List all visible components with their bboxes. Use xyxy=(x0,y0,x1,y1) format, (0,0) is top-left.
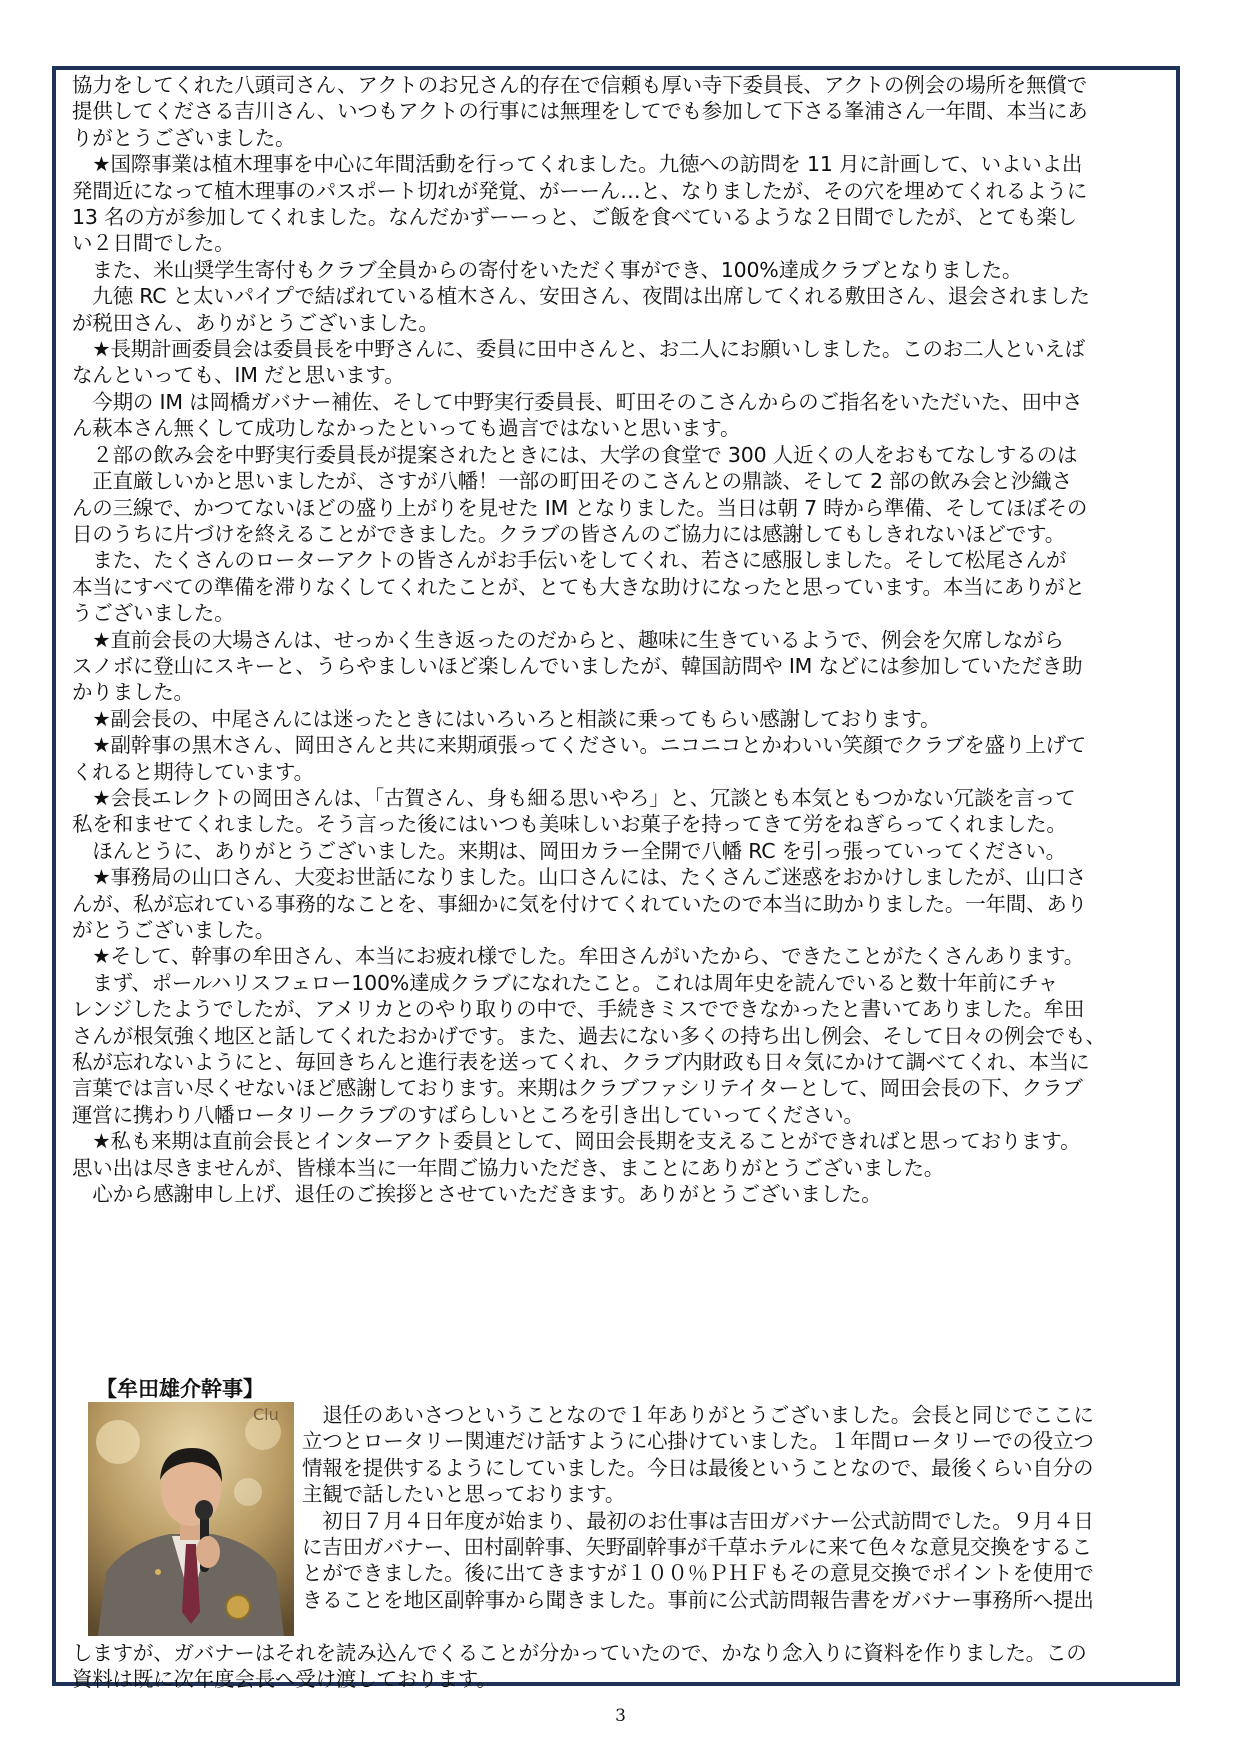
body-text-line: 私を和ませてくれました。そう言った後にはいつも美味しいお菓子を持ってきて労をねぎらってくれました。 xyxy=(72,812,1067,837)
section2-text-line: しますが、ガバナーはそれを読み込んでくることが分かっていたので、かなり念入りに資料を作りました。この xyxy=(72,1641,1087,1665)
body-text-line: ★長期計画委員会は委員長を中野さんに、委員に田中さんと、お二人にお願いしました。このお二人といえば xyxy=(72,337,1085,362)
section2-text-line: とができました。後に出てきますが１００％ＰＨＦもその意見交換でポイントを使用で xyxy=(302,1561,1094,1586)
section2-text-line: 退任のあいさつということなので１年ありがとうございました。会長と同じでここに xyxy=(302,1403,1094,1427)
body-text-line: ★事務局の山口さん、大変お世話になりました。山口さんには、たくさんご迷惑をおかけしましたが、山口さ xyxy=(72,865,1087,890)
section2-text-line: に吉田ガバナー、田村副幹事、矢野副幹事が千草ホテルに来て色々な意見交換をするこ xyxy=(302,1535,1092,1560)
body-text-line: 正直厳しいかと思いましたが、さすが八幡！一部の町田そのこさんとの鼎談、そして 2 部の飲み会と沙織さ xyxy=(72,469,1072,494)
speaker-photo-illustration xyxy=(88,1402,294,1636)
section2-text-line: 資料は既に次年度会長へ受け渡しております。 xyxy=(72,1667,497,1692)
body-text-line: レンジしたようでしたが、アメリカとのやり取りの中で、手続きミスでできなかったと書いてありました。牟田 xyxy=(72,997,1085,1022)
body-text-line: かりました。 xyxy=(72,680,194,705)
section-heading: 【牟田雄介幹事】 xyxy=(96,1377,264,1401)
body-text-line: 私が忘れないようにと、毎回きちんと進行表を送ってくれ、クラブ内財政も日々気にかけて調べてくれ、本当に xyxy=(72,1050,1090,1075)
body-text-line: 九徳 RC と太いパイプで結ばれている植木さん、安田さん、夜間は出席してくれる敷田さん、退会されました xyxy=(72,284,1090,309)
body-text-line: ★国際事業は植木理事を中心に年間活動を行ってくれました。九徳への訪問を 11 月に計画して、いよいよ出 xyxy=(72,152,1083,177)
body-text-line: い２日間でした。 xyxy=(72,231,235,256)
body-text-line: 言葉では言い尽くせないほど感謝しております。来期はクラブファシリテイターとして、岡田会長の下、クラブ xyxy=(72,1076,1083,1101)
section2-text-below-photo xyxy=(72,1640,1172,1693)
body-text-line: くれると期待しています。 xyxy=(72,759,314,784)
body-text-line: 発間近になって植木理事のパスポート切れが発覚、がーーん…と、なりましたが、その穴を埋めてくれるように xyxy=(72,178,1087,203)
section2-text-line: 立つとロータリー関連だけ話すように心掛けていました。１年間ロータリーでの役立つ xyxy=(302,1429,1094,1454)
speaker-photo xyxy=(88,1402,294,1636)
section2-text-line: 情報を提供するようにしていました。今日は最後ということなので、最後くらい自分の xyxy=(302,1455,1094,1480)
body-text-line: 13 名の方が参加してくれました。なんだかずーーっと、ご飯を食べているような２日間でしたが、とても楽し xyxy=(72,205,1077,230)
body-text-line: さんが根気強く地区と話してくれたおかげです。また、過去にない多くの持ち出し例会、そして日々の例会でも、 xyxy=(72,1023,1106,1048)
body-text-line: ★私も来期は直前会長とインターアクト委員として、岡田会長期を支えることができればと思っております。 xyxy=(72,1129,1081,1154)
section2-text-line: 主観で話したいと思っております。 xyxy=(302,1482,626,1507)
body-text-line: うございました。 xyxy=(72,601,235,626)
body-text-line: ２部の飲み会を中野実行委員長が提案されたときには、大学の食堂で 300 人近くの人をおもてなしするのは xyxy=(72,442,1078,467)
body-text-line: ん萩本さん無くして成功しなかったといっても過言ではないと思います。 xyxy=(72,416,741,441)
svg-text:Clu: Clu xyxy=(253,1405,279,1424)
body-text-line: ★直前会長の大場さんは、せっかく生き返ったのだからと、趣味に生きているようで、例会を欠席しながら xyxy=(72,627,1064,652)
section2-text-beside-photo xyxy=(302,1402,1174,1613)
body-text-line: ★副幹事の黒木さん、岡田さんと共に来期頑張ってください。ニコニコとかわいい笑顔でクラブを盛り上げて xyxy=(72,733,1087,758)
body-text-line: んの三線で、かつてないほどの盛り上がりを見せた IM となりました。当日は朝 7 時から準備、そしてほぼその xyxy=(72,495,1088,520)
page-number: 3 xyxy=(615,1706,626,1726)
body-text-line: スノボに登山にスキーと、うらやましいほど楽しんでいましたが、韓国訪問や IM などには参加していただき助 xyxy=(72,653,1083,678)
body-text-line: りがとうございました。 xyxy=(72,125,296,150)
body-text-line: んが、私が忘れている事務的なことを、事細かに気を付けてくれていたので本当に助かりました。一年間、あり xyxy=(72,891,1087,916)
body-text-line: ★会長エレクトの岡田さんは、「古賀さん、身も細る思いやろ」と、冗談とも本気ともつかない冗談を言って xyxy=(72,785,1076,810)
body-text-line: ほんとうに、ありがとうございました。来期は、岡田カラー全開で八幡 RC を引っ張っていってください。 xyxy=(72,838,1066,863)
body-text-line: がとうございました。 xyxy=(72,918,275,942)
body-text-line: が税田さん、ありがとうございました。 xyxy=(72,310,439,335)
body-text-line: なんといっても、IM だと思います。 xyxy=(72,363,405,388)
body-text-line: 今期の IM は岡橋ガバナー補佐、そして中野実行委員長、町田そのこさんからのご指名をいただいた、田中さ xyxy=(72,389,1083,414)
body-text-line: 運営に携わり八幡ロータリークラブのすばらしいところを引き出していってください。 xyxy=(72,1102,864,1127)
body-text-line: また、米山奨学生寄付もクラブ全員からの寄付をいただく事ができ、100%達成クラブとなりました。 xyxy=(72,257,1023,282)
section2-text-line: きることを地区副幹事から聞きました。事前に公式訪問報告書をガバナー事務所へ提出 xyxy=(302,1587,1094,1612)
body-text-line: ★そして、幹事の牟田さん、本当にお疲れ様でした。牟田さんがいたから、できたことがたくさんあります。 xyxy=(72,944,1085,969)
body-text-line: 協力をしてくれた八頭司さん、アクトのお兄さん的存在で信頼も厚い寺下委員長、アクトの例会の場所を無償で xyxy=(72,73,1087,97)
body-text-line: 思い出は尽きませんが、皆様本当に一年間ご協力いただき、まことにありがとうございました。 xyxy=(72,1155,945,1180)
article-body xyxy=(72,72,1172,1207)
body-text-line: 心から感謝申し上げ、退任のご挨拶とさせていただきます。ありがとうございました。 xyxy=(72,1182,882,1207)
body-text-line: 提供してくださる吉川さん、いつもアクトの行事には無理をしてでも参加して下さる峯浦さん一年間、本当にあ xyxy=(72,99,1088,124)
body-text-line: 本当にすべての準備を滞りなくしてくれたことが、とても大きな助けになったと思っています。本当にありがと xyxy=(72,574,1085,599)
body-text-line: まず、ポールハリスフェロー100%達成クラブになれたこと。これは周年史を読んでいると数十年前にチャ xyxy=(72,970,1059,995)
body-text-line: また、たくさんのローターアクトの皆さんがお手伝いをしてくれ、若さに感服しました。そして松尾さんが xyxy=(72,548,1067,573)
body-text-line: ★副会長の、中尾さんには迷ったときにはいろいろと相談に乗ってもらい感謝しております。 xyxy=(72,706,941,731)
section2-text-line: 初日７月４日年度が始まり、最初のお仕事は吉田ガバナー公式訪問でした。９月４日 xyxy=(302,1508,1094,1533)
body-text-line: 日のうちに片づけを終えることができました。クラブの皆さんのご協力には感謝してもしきれないほどです。 xyxy=(72,521,1066,546)
